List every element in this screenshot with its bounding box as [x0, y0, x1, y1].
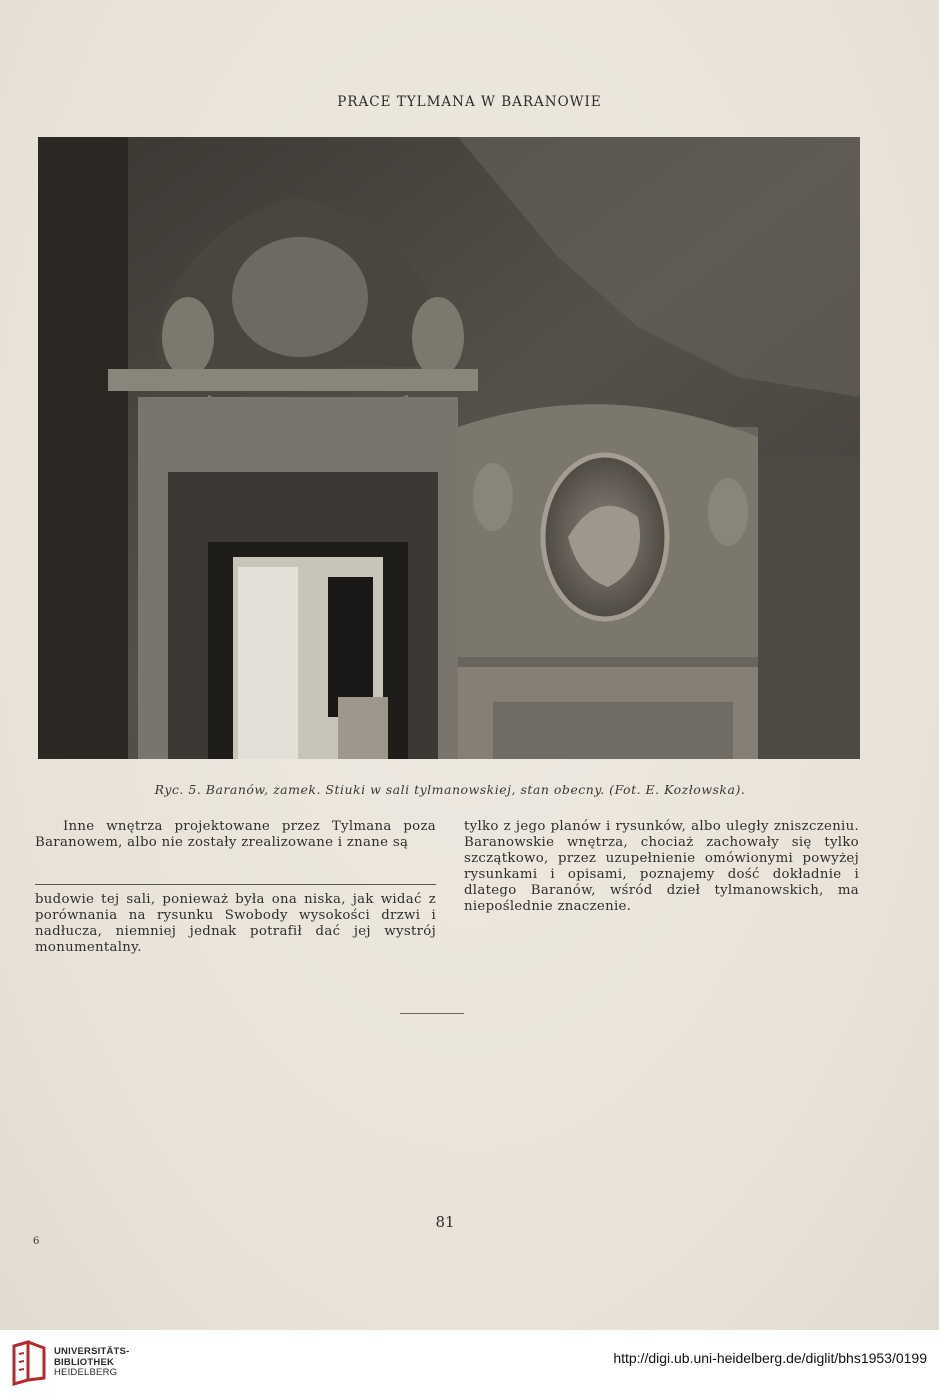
permalink-url[interactable]: http://digi.ub.uni-heidelberg.de/diglit/bhs1953/0199	[613, 1350, 927, 1366]
stucco-photo-illustration	[38, 137, 860, 759]
library-logo-icon	[10, 1340, 50, 1386]
footnote-block	[35, 892, 436, 956]
figure-photograph	[38, 137, 860, 759]
library-name-line-1: UNIVERSITÄTS-	[54, 1346, 130, 1357]
running-title: PRACE TYLMANA W BARANOWIE	[337, 94, 602, 110]
left-column-text: Inne wnętrza projektowane przez Tylmana poza Baranowem, albo nie zostały zrealizowane i znane są	[35, 819, 436, 850]
section-end-rule	[400, 1013, 464, 1014]
library-footer	[0, 1330, 939, 1398]
figure-caption: Ryc. 5. Baranów, zamek. Stiuki w sali tylmanowskiej, stan obecny. (Fot. E. Kozłowska).	[154, 782, 746, 797]
footnote-separator	[35, 884, 436, 885]
right-column-text: tylko z jego planów i rysunków, albo uległy zniszczeniu. Baranowskie wnętrza, chociaż zachowały się tylko szczątkowo, przez uzupełnienie omówionymi powyżej rysunkami i opisami, poznajemy dość dokładnie i dlatego Baranów, wśród dzieł tylmanowskich, ma niepoślednie znaczenie.	[464, 819, 859, 914]
left-column-paragraph	[35, 819, 436, 851]
page-number: 81	[435, 1213, 455, 1231]
library-name	[54, 1347, 129, 1379]
right-column-paragraph	[464, 819, 859, 915]
footnote-text: budowie tej sali, ponieważ była ona niska, jak widać z porównania na rysunku Swobody wysokości drzwi i nadłucza, niemniej jednak potrafił dać jej wystrój monumentalny.	[35, 892, 436, 955]
signature-mark: 6	[33, 1236, 40, 1247]
library-name-line-3: HEIDELBERG	[54, 1367, 118, 1378]
library-name-line-2: BIBLIOTHEK	[54, 1356, 115, 1368]
